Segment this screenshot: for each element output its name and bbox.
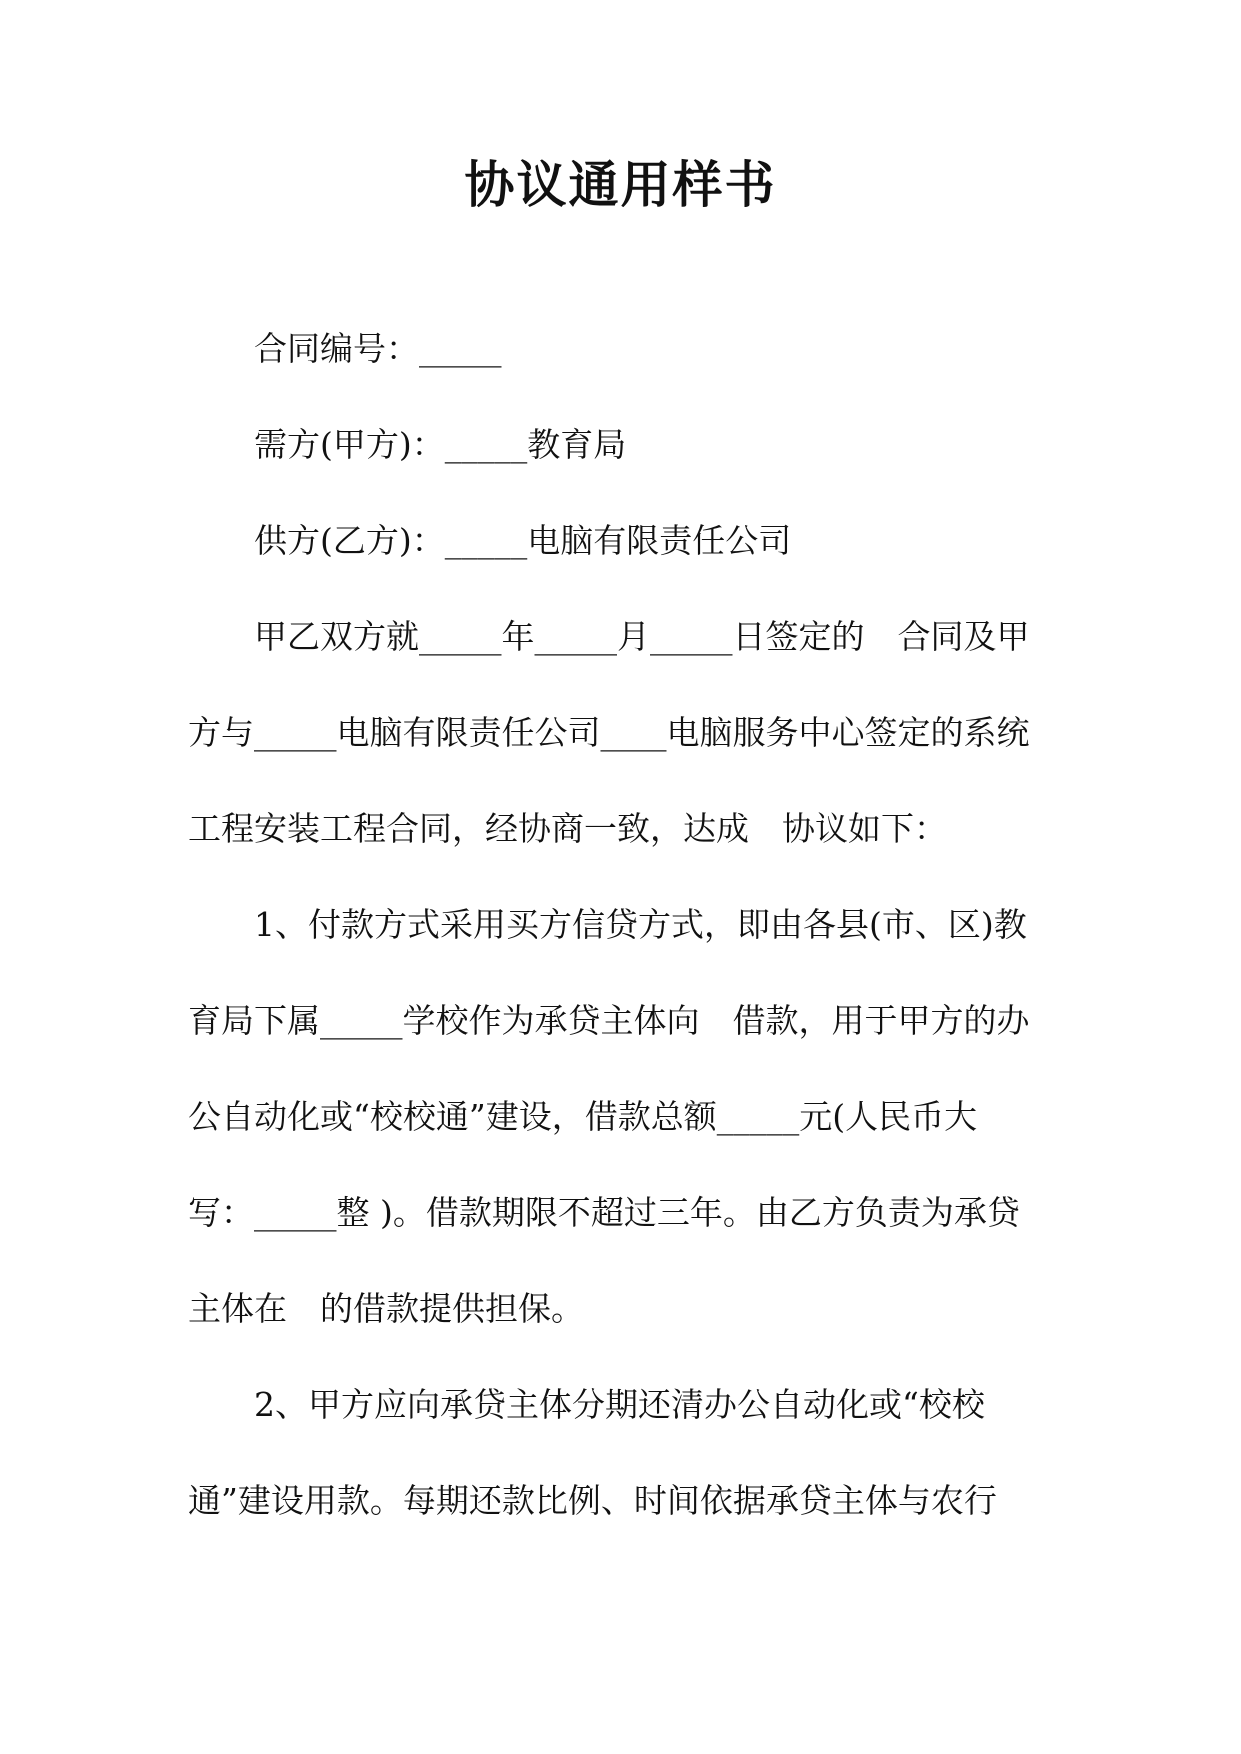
clause-2-line: 通”建设用款。每期还款比例、时间依据承贷主体与农行 xyxy=(188,1481,997,1520)
contract-number-field: 合同编号：_____ xyxy=(254,329,502,368)
clause-1-line: 公自动化或“校校通”建设，借款总额_____元(人民币大 xyxy=(188,1097,978,1136)
clause-1-line: 育局下属_____学校作为承贷主体向 借款，用于甲方的办 xyxy=(188,1001,1030,1040)
intro-line: 甲乙双方就_____年_____月_____日签定的 合同及甲 xyxy=(254,617,1030,656)
clause-1-line: 1、付款方式采用买方信贷方式，即由各县(市、区)教 xyxy=(254,905,1027,944)
clause-2-paragraph xyxy=(188,1357,1040,1549)
intro-line: 方与_____电脑有限责任公司____电脑服务中心签定的系统 xyxy=(188,713,1030,752)
clause-1-line: 主体在 的借款提供担保。 xyxy=(188,1289,584,1328)
party-b-field: 供方(乙方)：_____电脑有限责任公司 xyxy=(254,521,792,560)
document-title: 协议通用样书 xyxy=(464,155,777,214)
clause-1-line: 写：_____整 )。借款期限不超过三年。由乙方负责为承贷 xyxy=(188,1193,1020,1232)
clause-2-line: 2、甲方应向承贷主体分期还清办公自动化或“校校 xyxy=(254,1385,985,1424)
intro-paragraph xyxy=(188,589,1040,877)
party-a-field: 需方(甲方)：_____教育局 xyxy=(254,425,627,464)
document-body xyxy=(188,301,1040,1549)
clause-1-paragraph xyxy=(188,877,1040,1357)
intro-line: 工程安装工程合同，经协商一致，达成 协议如下： xyxy=(188,809,947,848)
